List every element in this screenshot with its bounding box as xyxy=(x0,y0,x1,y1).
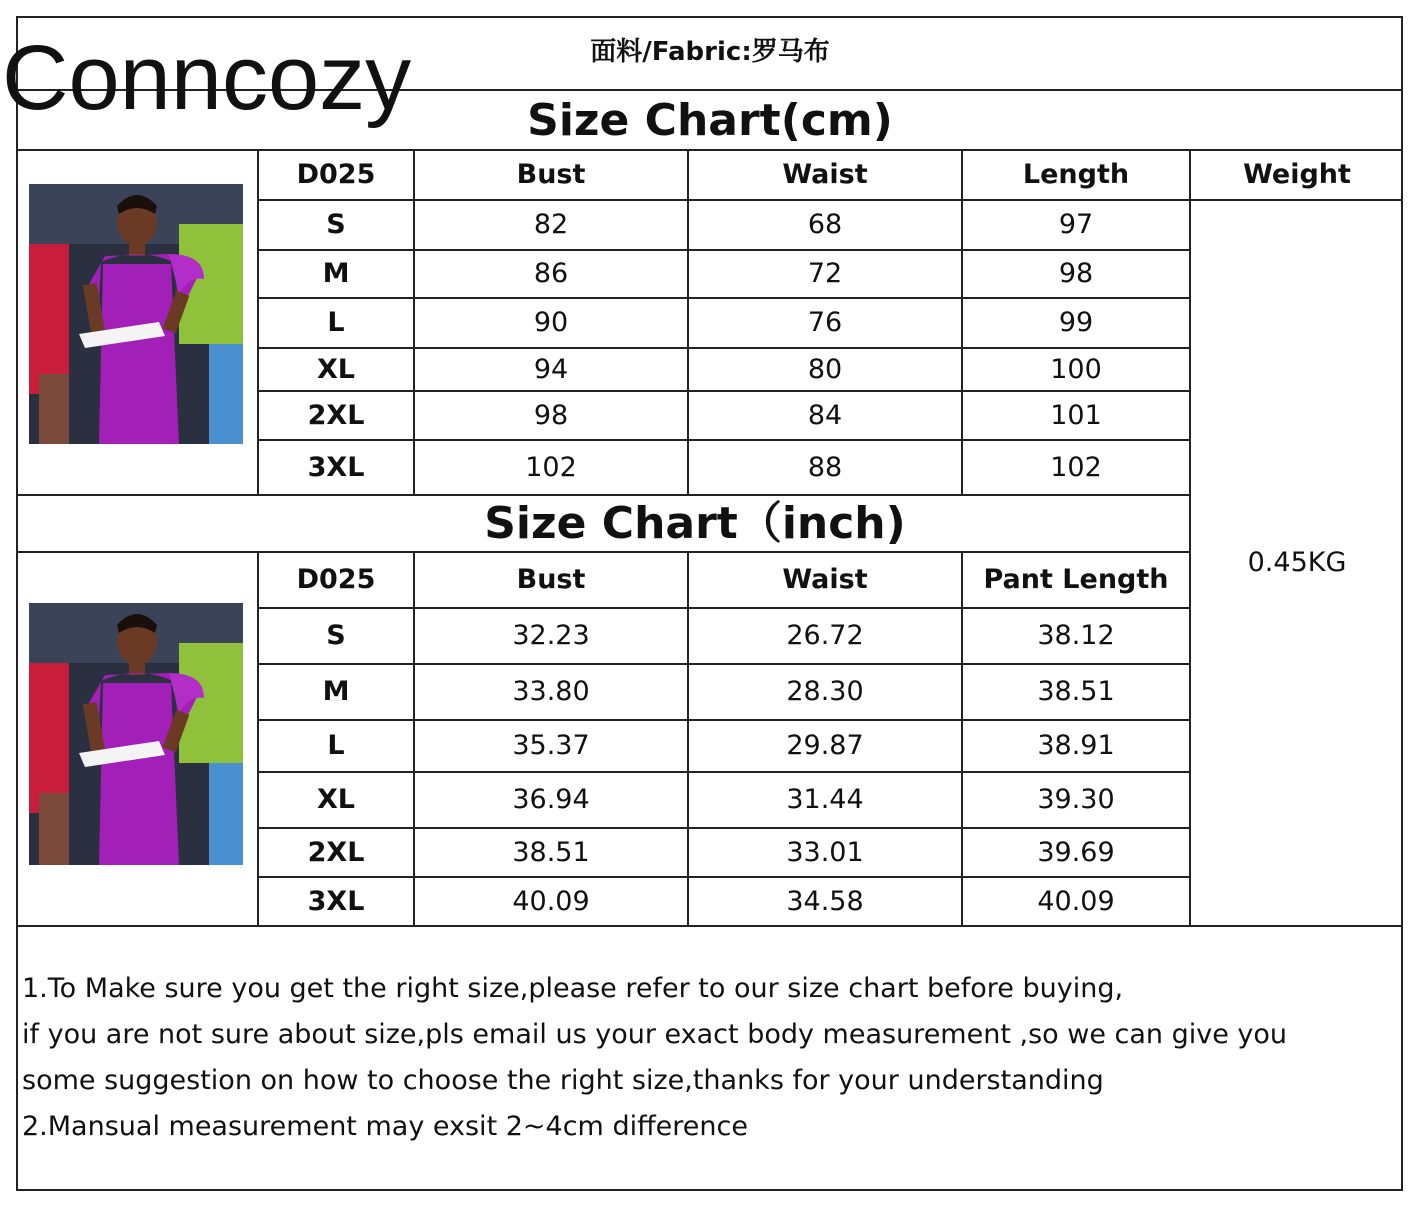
inch-cell-waist: 28.30 xyxy=(786,676,864,707)
inch-cell-size: S xyxy=(326,620,346,651)
cm-cell-length: 97 xyxy=(1058,209,1094,240)
inch-header-waist: Waist xyxy=(782,564,868,595)
inch-cell-size: 2XL xyxy=(307,836,365,868)
inch-cell-bust: 38.51 xyxy=(512,836,590,868)
cm-cell-size: XL xyxy=(316,353,356,385)
cm-header-length: Length xyxy=(1022,159,1130,190)
inch-cell-waist: 31.44 xyxy=(786,784,864,815)
note-line: some suggestion on how to choose the right size,thanks for your understanding xyxy=(22,1065,1104,1096)
inch-cell-size: XL xyxy=(316,784,356,815)
inch-cell-bust: 33.80 xyxy=(512,676,590,707)
cm-cell-bust: 102 xyxy=(525,451,577,483)
note-line: if you are not sure about size,pls email us your exact body measurement ,so we can give you xyxy=(22,1019,1288,1050)
size-notes xyxy=(22,966,1287,1150)
inch-header-style: D025 xyxy=(296,564,376,595)
cm-cell-waist: 68 xyxy=(807,209,843,240)
inch-header-pant-length: Pant Length xyxy=(983,564,1169,595)
inch-cell-size: M xyxy=(322,676,350,707)
cm-cell-waist: 80 xyxy=(807,353,843,385)
inch-header-bust: Bust xyxy=(516,564,586,595)
cm-cell-size: S xyxy=(326,209,346,240)
cm-cell-bust: 82 xyxy=(533,209,569,240)
inch-cell-length: 38.12 xyxy=(1037,620,1115,651)
divider xyxy=(16,925,1403,927)
inch-cell-length: 40.09 xyxy=(1037,885,1115,917)
cm-cell-length: 102 xyxy=(1050,451,1102,483)
cm-cell-length: 99 xyxy=(1058,307,1094,338)
inch-cell-waist: 29.87 xyxy=(786,730,864,761)
cm-cell-waist: 72 xyxy=(807,258,843,289)
divider xyxy=(1189,149,1191,927)
note-line: 2.Mansual measurement may exsit 2~4cm difference xyxy=(22,1111,748,1142)
note-line: 1.To Make sure you get the right size,please refer to our size chart before buying, xyxy=(22,973,1124,1004)
model-image xyxy=(29,603,243,865)
inch-cell-length: 39.30 xyxy=(1037,784,1115,815)
inch-cell-length: 39.69 xyxy=(1037,836,1115,868)
cm-header-bust: Bust xyxy=(516,159,586,190)
cm-chart-title: Size Chart(cm) xyxy=(527,95,893,146)
inch-cell-bust: 32.23 xyxy=(512,620,590,651)
cm-cell-waist: 84 xyxy=(807,399,843,431)
cm-cell-bust: 90 xyxy=(533,307,569,338)
weight-value: 0.45KG xyxy=(1247,547,1347,578)
cm-cell-length: 98 xyxy=(1058,258,1094,289)
inch-cell-waist: 33.01 xyxy=(786,836,864,868)
inch-chart-title: Size Chart（inch) xyxy=(484,498,906,549)
inch-cell-size: L xyxy=(327,730,345,761)
cm-header-style: D025 xyxy=(296,159,376,190)
cm-cell-size: 3XL xyxy=(307,451,365,483)
cm-cell-length: 100 xyxy=(1050,353,1102,385)
inch-cell-length: 38.51 xyxy=(1037,676,1115,707)
divider xyxy=(16,494,1191,496)
cm-cell-bust: 98 xyxy=(533,399,569,431)
inch-cell-bust: 36.94 xyxy=(512,784,590,815)
cm-cell-waist: 76 xyxy=(807,307,843,338)
product-photo xyxy=(29,184,243,444)
cm-header-waist: Waist xyxy=(782,159,868,190)
fabric-label: 面料/Fabric:罗马布 xyxy=(590,37,830,67)
cm-cell-waist: 88 xyxy=(807,451,843,483)
cm-cell-size: 2XL xyxy=(307,399,365,431)
divider xyxy=(1189,199,1403,201)
product-photo xyxy=(29,603,243,865)
inch-cell-bust: 35.37 xyxy=(512,730,590,761)
cm-cell-length: 101 xyxy=(1050,399,1102,431)
inch-cell-bust: 40.09 xyxy=(512,885,590,917)
cm-cell-size: M xyxy=(322,258,350,289)
brand-logo: Conncozy xyxy=(2,27,412,129)
inch-cell-waist: 34.58 xyxy=(786,885,864,917)
cm-cell-size: L xyxy=(327,307,345,338)
inch-cell-size: 3XL xyxy=(307,885,365,917)
model-image xyxy=(29,184,243,444)
inch-cell-length: 38.91 xyxy=(1037,730,1115,761)
cm-cell-bust: 94 xyxy=(533,353,569,385)
inch-cell-waist: 26.72 xyxy=(786,620,864,651)
cm-header-weight: Weight xyxy=(1243,159,1351,190)
cm-cell-bust: 86 xyxy=(533,258,569,289)
